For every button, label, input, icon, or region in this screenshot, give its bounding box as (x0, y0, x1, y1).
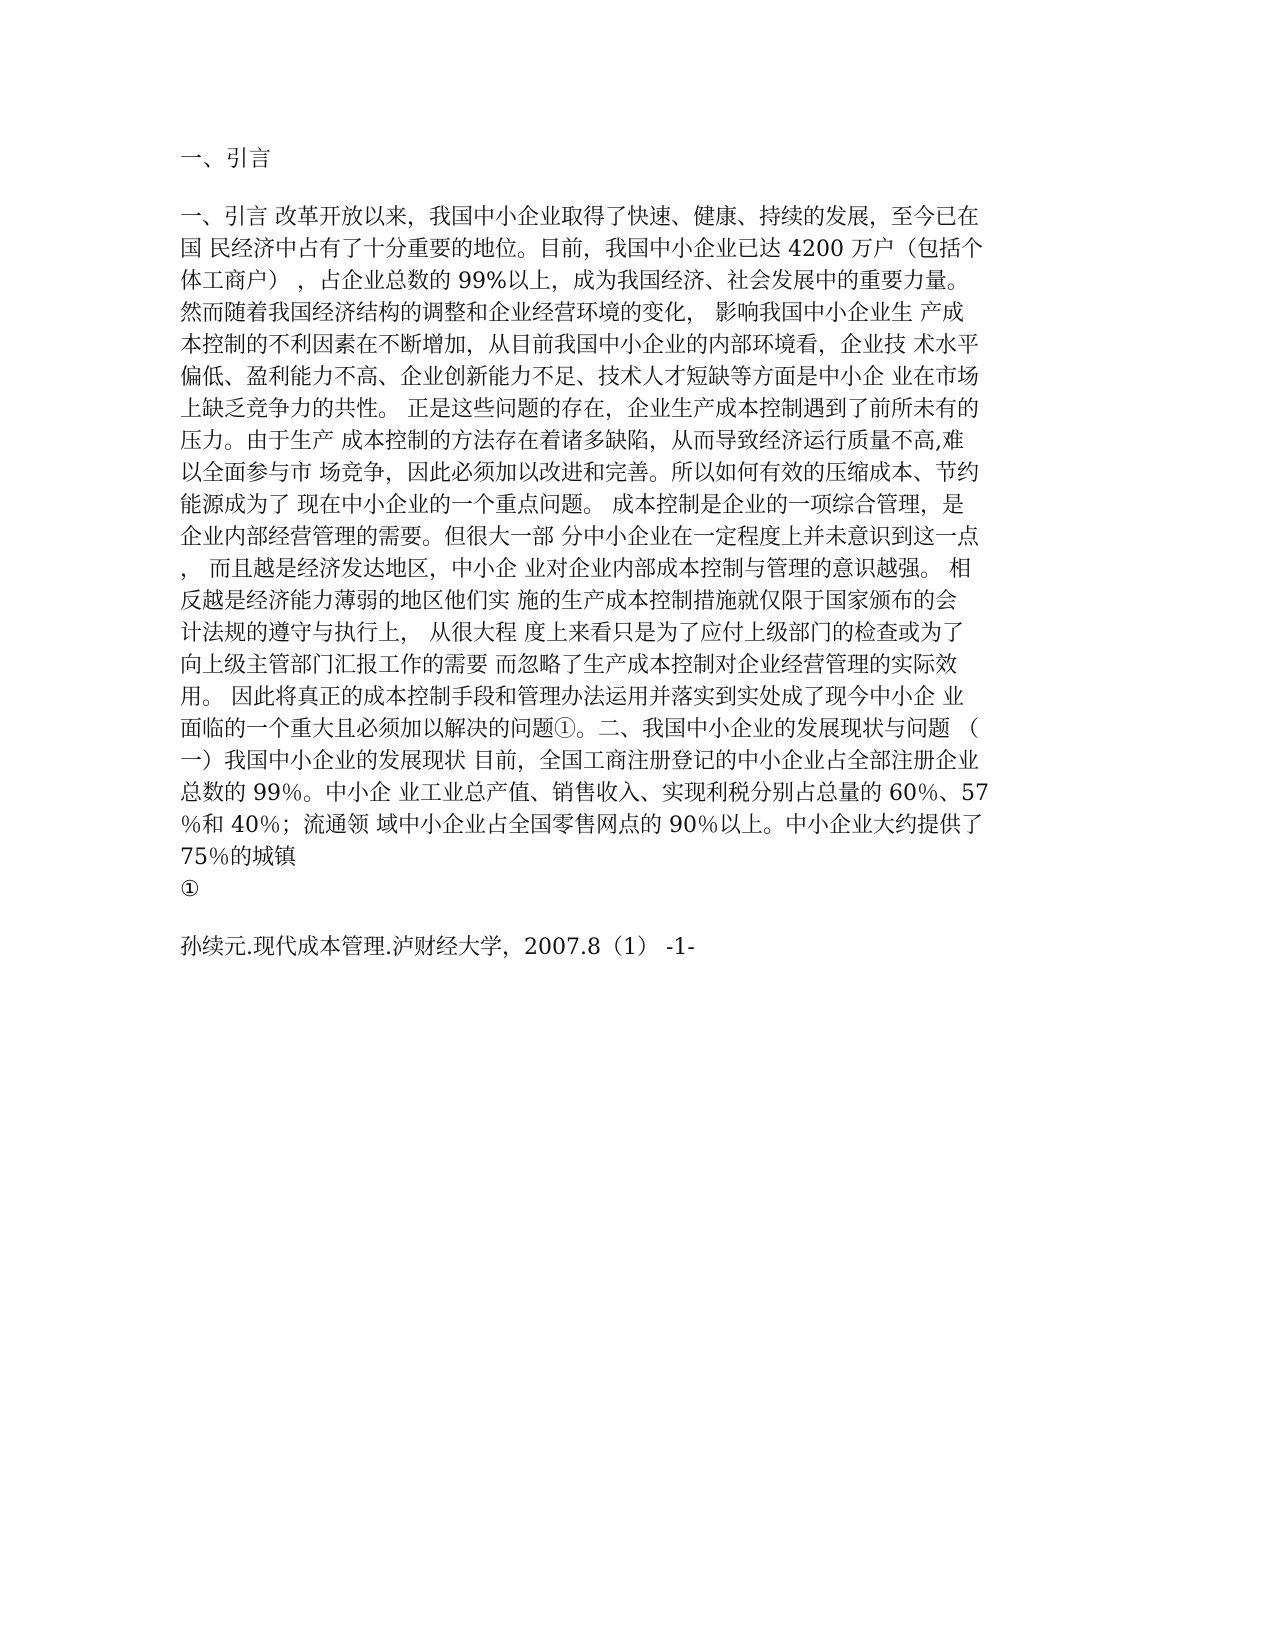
body-line: 能源成为了 现在中小企业的一个重点问题。 成本控制是企业的一项综合管理，是 (180, 493, 964, 518)
body-paragraph (180, 202, 1060, 874)
body-line: 国 民经济中占有了十分重要的地位。目前，我国中小企业已达 4200 万户（包括个 (180, 237, 983, 262)
body-line: 以全面参与市 场竞争，因此必须加以改进和完善。所以如何有效的压缩成本、节约 (180, 461, 979, 486)
body-line: ％和 40％；流通领 域中小企业占全国零售网点的 90％以上。中小企业大约提供了 (180, 813, 983, 838)
section-heading: 一、引言 (180, 147, 273, 172)
footnote-citation: 孙续元.现代成本管理.泸财经大学，2007.8（1） -1- (180, 935, 695, 960)
body-line: 总数的 99％。中小企 业工业总产值、销售收入、实现利税分别占总量的 60％、57 (180, 781, 989, 806)
body-line: 一）我国中小企业的发展现状 目前，全国工商注册登记的中小企业占全部注册企业 (180, 749, 979, 774)
body-line: 压力。由于生产 成本控制的方法存在着诸多缺陷，从而导致经济运行质量不高,难 (180, 429, 964, 454)
body-line: 面临的一个重大且必须加以解决的问题①。二、我国中小企业的发展现状与问题 （ (180, 717, 979, 742)
body-line: 上缺乏竞争力的共性。 正是这些问题的存在，企业生产成本控制遇到了前所未有的 (180, 397, 979, 422)
body-line: 计法规的遵守与执行上， 从很大程 度上来看只是为了应付上级部门的检查或为了 (180, 621, 964, 646)
body-line: 然而随着我国经济结构的调整和企业经营环境的变化， 影响我国中小企业生 产成 (180, 301, 964, 326)
body-line: 一、引言 改革开放以来，我国中小企业取得了快速、健康、持续的发展，至今已在 (180, 205, 979, 230)
body-line: 反越是经济能力薄弱的地区他们实 施的生产成本控制措施就仅限于国家颁布的会 (180, 589, 957, 614)
body-line: 企业内部经营管理的需要。但很大一部 分中小企业在一定程度上并未意识到这一点 (180, 525, 979, 550)
body-line: 用。 因此将真正的成本控制手段和管理办法运用并落实到实处成了现今中小企 业 (180, 685, 964, 710)
body-line: 体工商户） ，占企业总数的 99%以上，成为我国经济、社会发展中的重要力量。 (180, 269, 969, 294)
body-line: ， 而且越是经济发达地区，中小企 业对企业内部成本控制与管理的意识越强。 相 (180, 557, 971, 582)
body-line: 向上级主管部门汇报工作的需要 而忽略了生产成本控制对企业经营管理的实际效 (180, 653, 957, 678)
body-line: 75％的城镇 (180, 845, 296, 870)
body-line: 本控制的不利因素在不断增加，从目前我国中小企业的内部环境看，企业技 术水平 (180, 333, 979, 358)
body-line: 偏低、盈利能力不高、企业创新能力不足、技术人才短缺等方面是中小企 业在市场 (180, 365, 979, 390)
footnote-marker: ① (180, 877, 200, 902)
